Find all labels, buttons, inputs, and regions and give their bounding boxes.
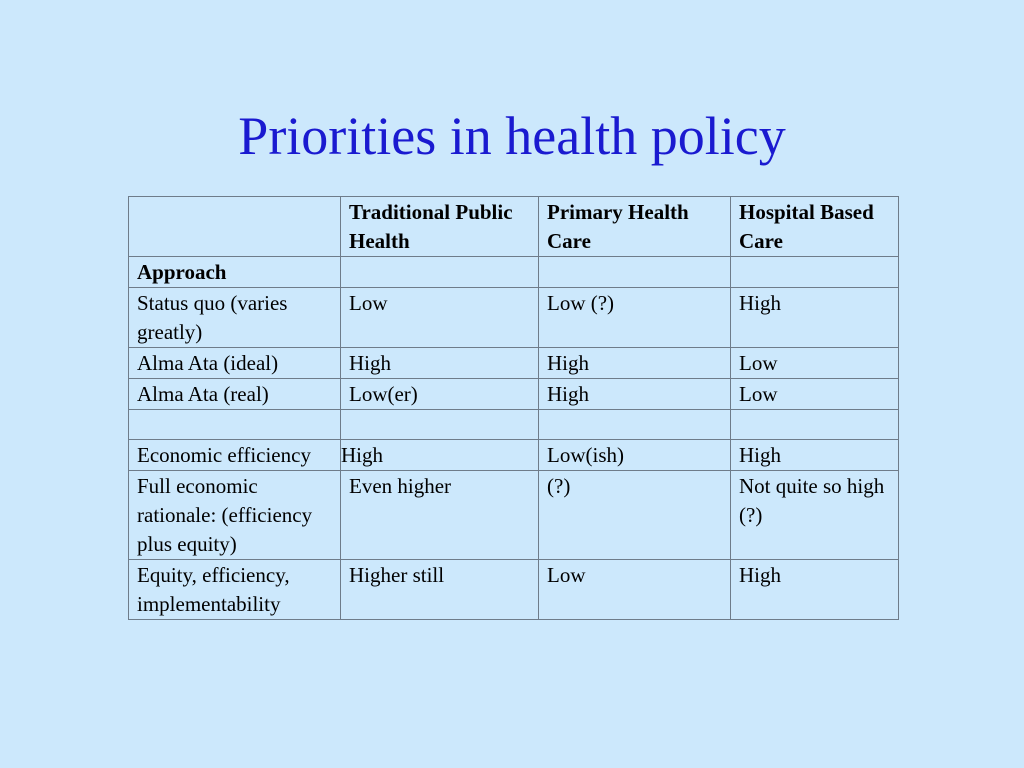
table-cell: Not quite so high (?) [731, 471, 899, 560]
table-cell: Low [341, 288, 539, 348]
table-cell: High [341, 348, 539, 379]
table-cell [539, 257, 731, 288]
row-label-cell: Full economic rationale: (efficiency plus equity) [129, 471, 341, 560]
header-cell-primary-health-care: Primary Health Care [539, 197, 731, 257]
table-cell: Low(ish) [539, 440, 731, 471]
table-cell: Higher still [341, 560, 539, 620]
table-cell: Low (?) [539, 288, 731, 348]
table-cell [341, 440, 539, 471]
table-cell [731, 410, 899, 440]
priorities-table [128, 196, 899, 620]
header-cell-empty [129, 197, 341, 257]
table-cell: High [731, 288, 899, 348]
table-cell: High [539, 379, 731, 410]
slide-title: Priorities in health policy [238, 106, 786, 166]
section-label-approach: Approach [129, 257, 341, 288]
table-row [129, 288, 899, 348]
table-row-section-approach [129, 257, 899, 288]
table-row [129, 471, 899, 560]
table-row [129, 440, 899, 471]
table-cell: Low [731, 348, 899, 379]
table-cell-text: High [341, 443, 383, 467]
row-label-cell: Economic efficiency [129, 440, 341, 471]
table-cell: High [731, 440, 899, 471]
table-cell: Low [539, 560, 731, 620]
table-row [129, 560, 899, 620]
table-cell: (?) [539, 471, 731, 560]
table-cell [341, 410, 539, 440]
table-row [129, 348, 899, 379]
table-row-empty [129, 410, 899, 440]
header-cell-traditional-public-health: Traditional Public Health [341, 197, 539, 257]
table-cell: High [539, 348, 731, 379]
row-label-cell: Alma Ata (real) [129, 379, 341, 410]
table-cell [129, 410, 341, 440]
table-row [129, 379, 899, 410]
row-label-cell: Equity, efficiency, implementability [129, 560, 341, 620]
table-header-row [129, 197, 899, 257]
header-cell-hospital-based-care: Hospital Based Care [731, 197, 899, 257]
table-cell: High [731, 560, 899, 620]
table-cell [731, 257, 899, 288]
table-cell [539, 410, 731, 440]
table-cell [341, 257, 539, 288]
table-cell: Low(er) [341, 379, 539, 410]
row-label-cell: Status quo (varies greatly) [129, 288, 341, 348]
row-label-cell: Alma Ata (ideal) [129, 348, 341, 379]
table-cell: Even higher [341, 471, 539, 560]
table-cell: Low [731, 379, 899, 410]
